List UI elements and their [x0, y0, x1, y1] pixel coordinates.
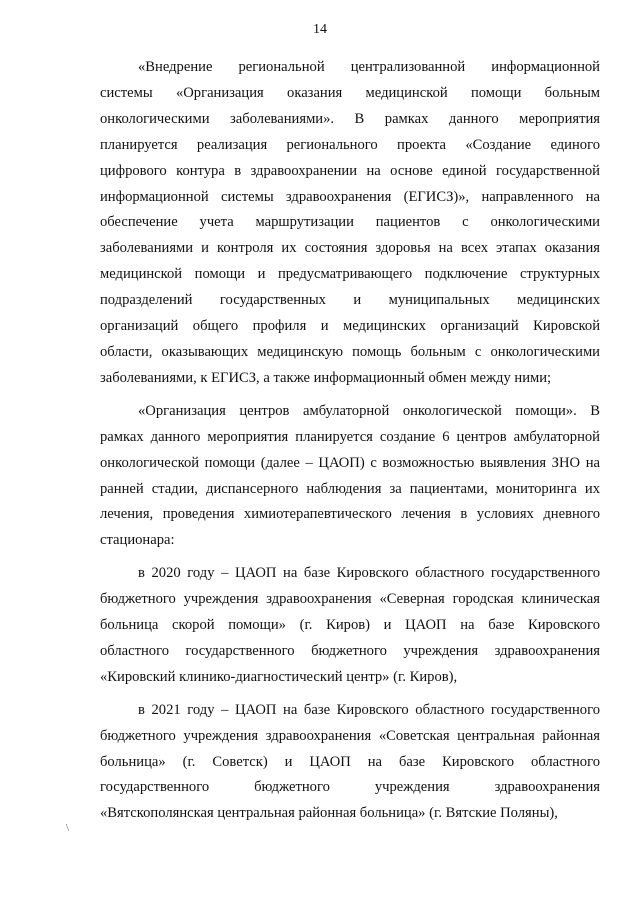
text-line: планируется реализация регионального проекта «Создание единого: [100, 136, 600, 153]
text-line: системы «Организация оказания медицинской помощи больным: [100, 84, 600, 101]
text-line: цифрового контура в здравоохранении на основе единой государственной: [100, 162, 600, 179]
text-line: лечения, проведения химиотерапевтического лечения в условиях дневного: [100, 506, 600, 523]
text-line: «Кировский клинико-диагностический центр» (г. Киров),: [100, 668, 458, 685]
text-line: заболеваниями, к ЕГИСЗ, а также информационный обмен между ними;: [100, 369, 552, 386]
text-line: стационара:: [100, 532, 175, 549]
text-line: организаций общего профиля и медицинских организаций Кировской: [100, 318, 600, 335]
text-line: в 2020 году – ЦАОП на базе Кировского областного государственного: [138, 565, 600, 582]
text-line: больница» (г. Советск) и ЦАОП на базе Кировского областного: [100, 753, 600, 770]
text-line: рамках данного мероприятия планируется создание 6 центров амбулаторной: [100, 428, 600, 445]
paragraph-2021: [100, 698, 600, 828]
paragraph-caop: [100, 399, 600, 554]
text-line: бюджетного учреждения здравоохранения «Советская центральная районная: [100, 727, 600, 744]
text-line: онкологическими заболеваниями». В рамках данного мероприятия: [100, 110, 600, 127]
text-line: в 2021 году – ЦАОП на базе Кировского областного государственного: [138, 701, 600, 718]
text-line: подразделений государственных и муниципальных медицинских: [100, 292, 600, 309]
page-number: 14: [313, 22, 327, 37]
text-line: заболеваниями и контроля их состояния здоровья на всех этапах оказания: [100, 240, 600, 257]
text-line: обеспечение учета маршрутизации пациентов с онкологическими: [100, 214, 600, 231]
text-line: областного государственного бюджетного учреждения здравоохранения: [100, 642, 600, 659]
text-line: государственного бюджетного учреждения здравоохранения: [100, 779, 600, 796]
text-line: бюджетного учреждения здравоохранения «Северная городская клиническая: [100, 591, 600, 608]
paragraph-2020: [100, 561, 600, 691]
document-body: [100, 55, 600, 834]
paragraph-egisz: [100, 55, 600, 392]
text-line: «Внедрение региональной централизованной информационной: [138, 59, 600, 75]
text-line: больница скорой помощи» (г. Киров) и ЦАОП на базе Кировского: [100, 617, 600, 634]
text-line: информационной системы здравоохранения (ЕГИСЗ)», направленного на: [100, 188, 600, 205]
text-line: области, оказывающих медицинскую помощь больным с онкологическими: [100, 343, 600, 360]
text-line: «Организация центров амбулаторной онкологической помощи». В: [138, 402, 600, 419]
text-line: ранней стадии, диспансерного наблюдения за пациентами, мониторинга их: [100, 480, 600, 497]
text-line: медицинской помощи и предусматривающего подключение структурных: [100, 266, 600, 283]
text-line: «Вятскополянская центральная районная больница» (г. Вятские Поляны),: [100, 805, 558, 822]
text-line: онкологической помощи (далее – ЦАОП) с возможностью выявления ЗНО на: [100, 454, 600, 471]
scan-speck: \: [66, 822, 70, 834]
